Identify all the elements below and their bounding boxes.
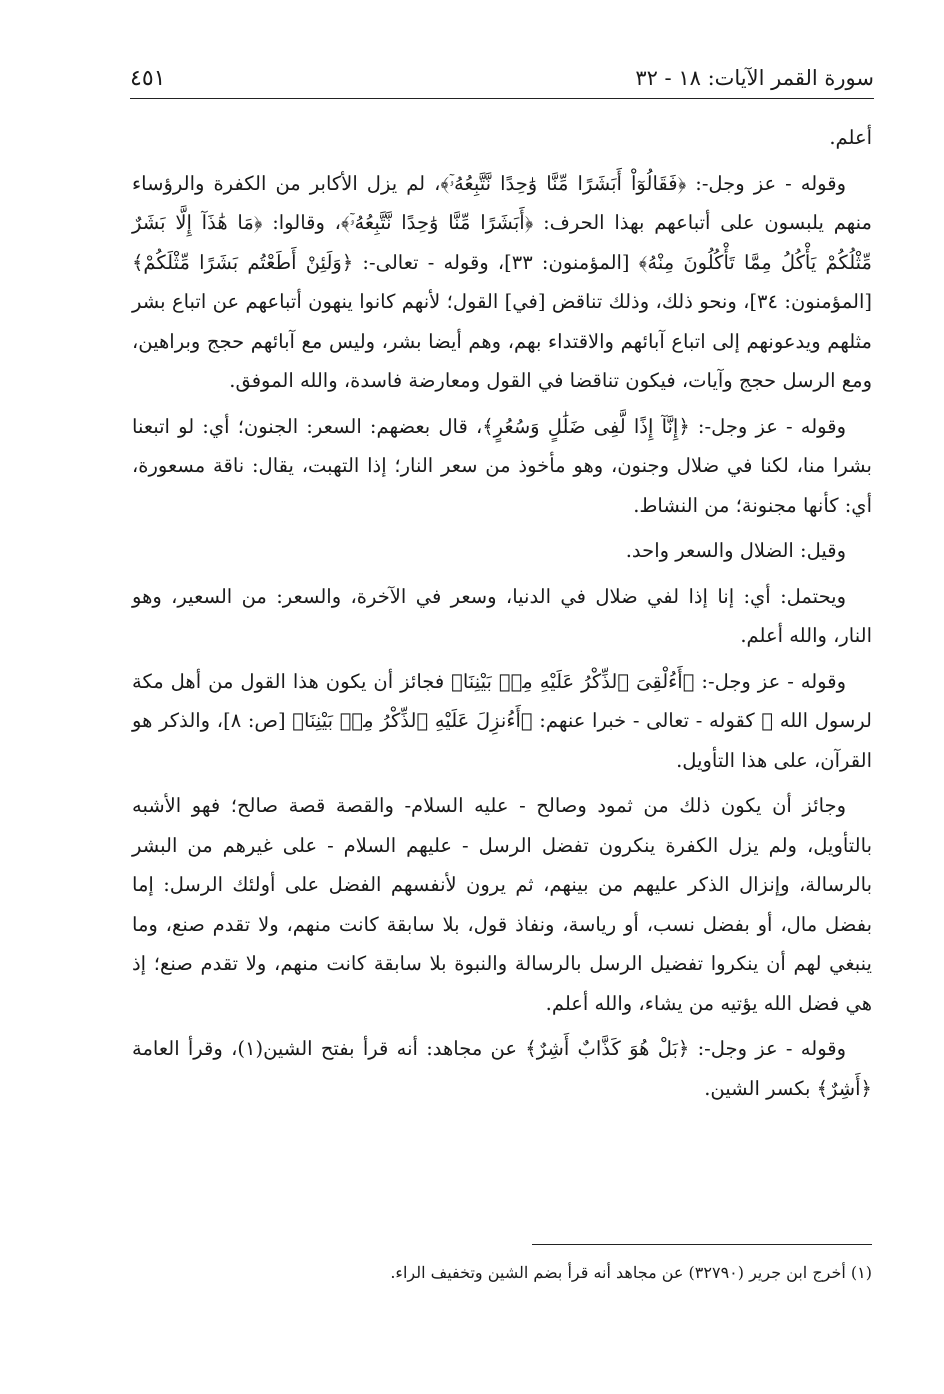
page-header <box>130 58 874 99</box>
paragraph: ويحتمل: أي: إنا إذا لفي ضلال في الدنيا، وسعر في الآخرة، والسعر: من السعير، وهو النار، والله أعلم. <box>132 584 872 647</box>
paragraph: وقوله - عز وجل-: ﴿فَقَالُوٓاْ أَبَشَرًا مِّنَّا وَٰحِدًا نَّتَّبِعُهُۥٓ﴾، لم يزل الأكابر من الكفرة والرؤساء منهم يلبسون على أتباعهم بهذا الحرف: ﴿أَبَشَرًا مِّنَّا وَٰحِدًا نَّتَّبِعُهُۥٓ﴾، وقالوا: ﴿مَا هَٰذَآ إِلَّا بَشَرٌ مِّثْلُكُمْ يَأْكُلُ مِمَّا تَأْكُلُونَ مِنْهُ﴾ [المؤمنون: ٣٣]، وقوله - تعالى-: ﴿وَلَئِنْ أَطَعْتُم بَشَرًا مِّثْلَكُمْ﴾ [المؤمنون: ٣٤]، ونحو ذلك، وذلك تناقض [في] القول؛ لأنهم كانوا ينهون أتباعهم عن اتباع بشر مثلهم ويدعونهم إلى اتباع آبائهم والاقتداء بهم، وهم أيضا بشر، وليس مع آبائهم حجج وبراهين، ومع الرسل حجج وآيات، فيكون تناقضا في القول ومعارضة فاسدة، والله الموفق. <box>132 171 872 392</box>
paragraph: وجائز أن يكون ذلك من ثمود وصالح - عليه السلام- والقصة قصة صالح؛ فهو الأشبه بالتأويل، ولم يزل الكفرة ينكرون تفضل الرسل - عليهم السلام - على غيرهم من البشر بالرسالة، وإنزال الذكر عليهم من بينهم، ثم يرون لأنفسهم الفضل على أولئك الرسل: إما بفضل مال، أو بفضل نسب، أو رياسة، ونفاذ قول، بلا سابقة كانت منهم، ولا تقدم صنع، وما ينبغي لهم أن ينكروا تفضيل الرسل بالرسالة والنبوة بلا سابقة كانت منهم، ولا تقدم صنع؛ إذ هي فضل الله يؤتيه من يشاء، والله أعلم. <box>132 794 872 1015</box>
paragraph: أعلم. <box>829 126 872 149</box>
main-text <box>132 118 872 1114</box>
paragraph: وقيل: الضلال والسعر واحد. <box>625 539 846 562</box>
running-title: سورة القمر الآيات: ١٨ - ٣٢ <box>635 66 874 90</box>
footnote-separator <box>532 1244 872 1245</box>
footnotes <box>132 1258 872 1288</box>
paragraph: وقوله - عز وجل-: ﴿إِنَّآ إِذًا لَّفِى ضَلَٰلٍ وَسُعُرٍ﴾، قال بعضهم: السعر: الجنون؛ أي: لو اتبعنا بشرا منا، لكنا في ضلال وجنون، وهو مأخوذ من سعر النار؛ إذا التهبت، يقال: ناقة مسعورة، أي: كأنها مجنونة؛ من النشاط. <box>132 414 872 517</box>
footnote: (١) أخرج ابن جرير (٣٢٧٩٠) عن مجاهد أنه قرأ بضم الشين وتخفيف الراء. <box>390 1263 872 1282</box>
paragraph: وقوله - عز وجل-: ﴿أَءُلْقِىَ ٱلذِّكْرُ عَلَيْهِ مِنۢ بَيْنِنَا﴾ فجائز أن يكون هذا القول من أهل مكة لرسول الله ﷺ كقوله - تعالى - خبرا عنهم: ﴿أَءُنزِلَ عَلَيْهِ ٱلذِّكْرُ مِنۢ بَيْنِنَا﴾ [ص: ٨]، والذكر هو القرآن، على هذا التأويل. <box>132 669 872 772</box>
paragraph: وقوله - عز وجل-: ﴿بَلْ هُوَ كَذَّابٌ أَشِرٌ﴾ عن مجاهد: أنه قرأ بفتح الشين(١)، وقرأ العامة ﴿أَشِرٌ﴾ بكسر الشين. <box>132 1037 872 1100</box>
page-number: ٤٥١ <box>130 65 166 91</box>
